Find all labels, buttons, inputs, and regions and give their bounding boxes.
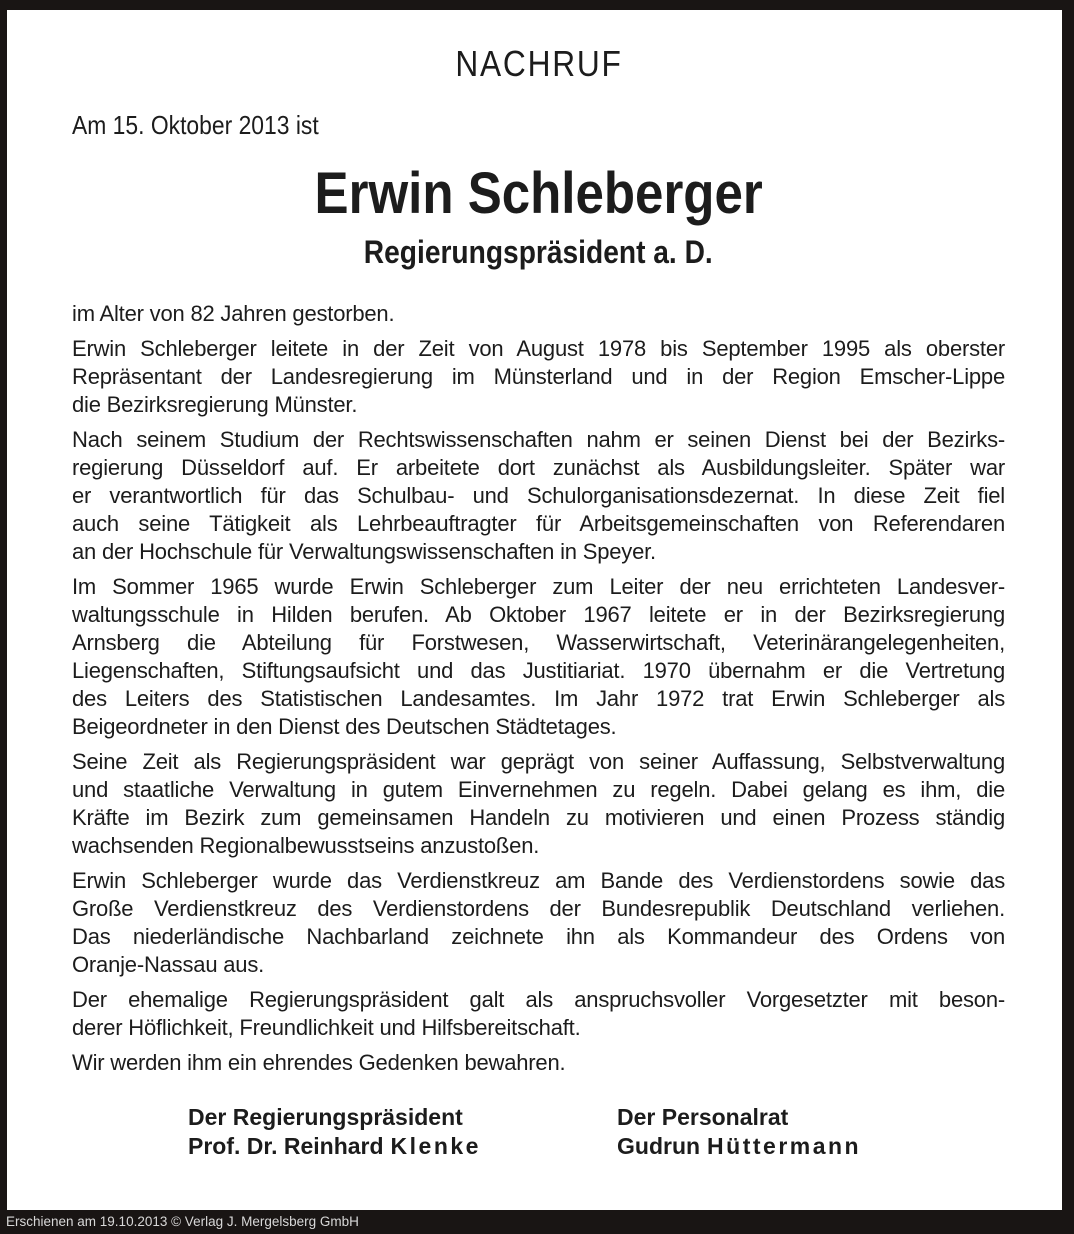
paragraph-line: Oranje-Nassau aus. bbox=[72, 952, 265, 977]
paragraph-line: Im Sommer 1965 wurde Erwin Schleberger zum Leiter der neu errichteten Landesver- bbox=[72, 574, 1005, 599]
paragraph-line: waltungsschule in Hilden berufen. Ab Oktober 1967 leitete er in der Bezirksregierung bbox=[72, 602, 1005, 627]
paragraph-line: Beigeordneter in den Dienst des Deutschen Städtetages. bbox=[72, 714, 617, 739]
paragraph-line: Repräsentant der Landesregierung im Münsterland und in der Region Emscher-Lippe bbox=[72, 364, 1005, 389]
signature-role: Der Regierungspräsident bbox=[188, 1104, 463, 1130]
signature-name bbox=[188, 1132, 481, 1161]
obituary-paragraph bbox=[72, 573, 1005, 741]
publisher-imprint-text: Erschienen am 19.10.2013 © Verlag J. Mergelsberg GmbH bbox=[6, 1214, 359, 1229]
paragraph-line: Nach seinem Studium der Rechtswissenschaften nahm er seinen Dienst bei der Bezirks- bbox=[72, 427, 1005, 452]
paragraph-line: an der Hochschule für Verwaltungswissenschaften in Speyer. bbox=[72, 539, 656, 564]
signature-surname: Hüttermann bbox=[707, 1133, 862, 1159]
deceased-name-text: Erwin Schleberger bbox=[314, 161, 763, 226]
obituary-paragraph bbox=[72, 986, 1005, 1042]
paragraph-line: Erwin Schleberger wurde das Verdienstkreuz am Bande des Verdienstordens sowie das bbox=[72, 868, 1005, 893]
paragraph-line: Das niederländische Nachbarland zeichnete ihn als Kommandeur des Ordens von bbox=[72, 924, 1005, 949]
obituary-paragraph bbox=[72, 300, 1005, 328]
signature-name-prefix: Prof. Dr. Reinhard bbox=[188, 1133, 384, 1159]
obituary-paragraph bbox=[72, 867, 1005, 979]
paragraph-line: Liegenschaften, Stiftungsaufsicht und das Justitiariat. 1970 übernahm er die Vertretung bbox=[72, 658, 1005, 683]
kicker-text: NACHRUF bbox=[454, 43, 623, 84]
paragraph-line: Seine Zeit als Regierungspräsident war geprägt von seiner Auffassung, Selbstverwaltung bbox=[72, 749, 1005, 774]
paragraph-line: und staatliche Verwaltung in gutem Einvernehmen zu regeln. Dabei gelang es ihm, die bbox=[72, 777, 1005, 802]
deceased-title-text: Regierungspräsident a. D. bbox=[364, 234, 713, 270]
deceased-name bbox=[72, 162, 1005, 226]
paragraph-line: die Bezirksregierung Münster. bbox=[72, 392, 358, 417]
paragraph-line: Erwin Schleberger leitete in der Zeit von August 1978 bis September 1995 als oberster bbox=[72, 336, 1005, 361]
death-date-line bbox=[72, 110, 1005, 140]
publisher-imprint-bar bbox=[0, 1210, 1074, 1234]
signature-name-prefix: Gudrun bbox=[617, 1133, 701, 1159]
death-date-text: Am 15. Oktober 2013 ist bbox=[72, 110, 319, 140]
paragraph-line: Wir werden ihm ein ehrendes Gedenken bewahren. bbox=[72, 1050, 566, 1075]
obituary-paragraph bbox=[72, 748, 1005, 860]
obituary-paragraph bbox=[72, 426, 1005, 566]
obituary-notice bbox=[7, 10, 1062, 1210]
obituary-paragraph bbox=[72, 1049, 1005, 1077]
paragraph-line: Große Verdienstkreuz des Verdienstordens der Bundesrepublik Deutschland verliehen. bbox=[72, 896, 1005, 921]
signature-surname: Klenke bbox=[390, 1133, 481, 1159]
notice-kicker bbox=[72, 44, 1005, 84]
signature-block bbox=[72, 1103, 1005, 1173]
paragraph-line: Der ehemalige Regierungspräsident galt als anspruchsvoller Vorgesetzter mit beson- bbox=[72, 987, 1005, 1012]
paragraph-line: derer Höflichkeit, Freundlichkeit und Hilfsbereitschaft. bbox=[72, 1015, 581, 1040]
paragraph-line: auch seine Tätigkeit als Lehrbeauftragter für Arbeitsgemeinschaften von Referendaren bbox=[72, 511, 1005, 536]
signature-name bbox=[617, 1132, 861, 1161]
obituary-paragraph bbox=[72, 335, 1005, 419]
paragraph-line: Arnsberg die Abteilung für Forstwesen, Wasserwirtschaft, Veterinärangelegenheiten, bbox=[72, 630, 1005, 655]
paragraph-line: des Leiters des Statistischen Landesamtes. Im Jahr 1972 trat Erwin Schleberger als bbox=[72, 686, 1005, 711]
paragraph-line: regierung Düsseldorf auf. Er arbeitete dort zunächst als Ausbildungsleiter. Später war bbox=[72, 455, 1005, 480]
deceased-title bbox=[72, 234, 1005, 270]
paragraph-line: er verantwortlich für das Schulbau- und Schulorganisationsdezernat. In diese Zeit fiel bbox=[72, 483, 1005, 508]
paragraph-line: Kräfte im Bezirk zum gemeinsamen Handeln zu motivieren und einen Prozess ständig bbox=[72, 805, 1005, 830]
signature-personalrat bbox=[617, 1103, 861, 1161]
paragraph-line: im Alter von 82 Jahren gestorben. bbox=[72, 301, 395, 326]
paragraph-line: wachsenden Regionalbewusstseins anzustoßen. bbox=[72, 833, 540, 858]
signature-role: Der Personalrat bbox=[617, 1104, 789, 1130]
signature-regierungspraesident bbox=[188, 1103, 481, 1161]
